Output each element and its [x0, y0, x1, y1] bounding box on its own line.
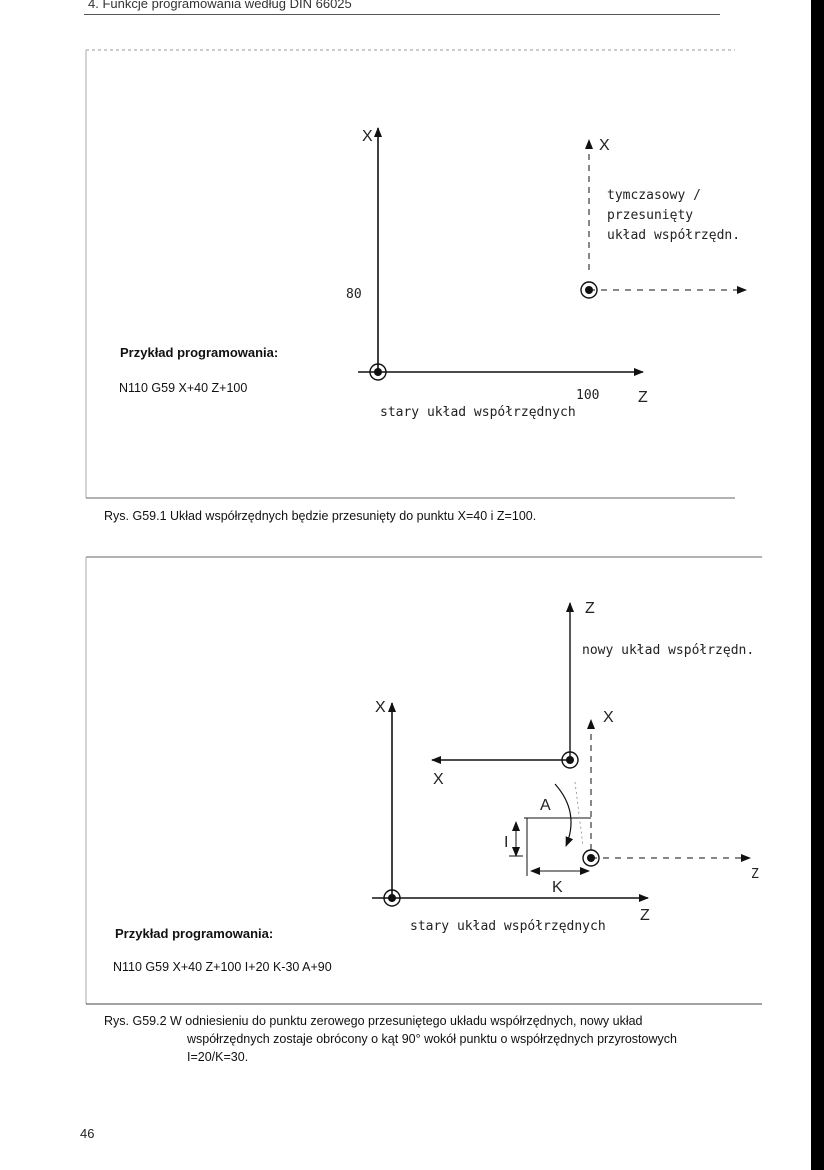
figure2-incremental-axes [583, 720, 750, 866]
fig1-temp-line3: układ współrzędn. [607, 228, 741, 243]
page-number: 46 [80, 1126, 95, 1141]
figure1-old-axes [358, 128, 643, 380]
fig1-caption: Rys. G59.1 Układ współrzędnych będzie przesunięty do punktu X=40 i Z=100. [104, 509, 537, 523]
fig2-inc-k-label: K [552, 879, 563, 896]
fig1-old-system-label: stary układ współrzędnych [380, 405, 576, 420]
fig1-temp-line1: tymczasowy / [607, 188, 701, 203]
fig2-new-system-label: nowy układ współrzędn. [582, 643, 755, 658]
figure2-old-axes [372, 703, 648, 906]
fig2-z-top-label: Z [585, 600, 595, 617]
fig1-x-old-label: X [362, 128, 373, 145]
fig2-x-inc-label: X [603, 709, 614, 726]
fig2-angle-a-label: A [540, 797, 551, 814]
fig2-example-code: N110 G59 X+40 Z+100 I+20 K-30 A+90 [113, 960, 332, 974]
fig1-value-100: 100 [576, 388, 600, 403]
fig1-example-code: N110 G59 X+40 Z+100 [119, 381, 248, 395]
fig2-caption-line2: współrzędnych zostaje obrócony o kąt 90° wokół punktu o współrzędnych przyrostowych [187, 1032, 677, 1046]
fig2-caption-line3: I=20/K=30. [187, 1050, 249, 1064]
fig2-x-rot-label: X [433, 771, 444, 788]
fig2-caption-line1: Rys. G59.2 W odniesieniu do punktu zerowego przesuniętego układu współrzędnych, nowy układ [104, 1014, 643, 1028]
fig1-value-80: 80 [346, 287, 362, 302]
fig1-example-title: Przykład programowania: [120, 345, 279, 360]
fig1-x-new-label: X [599, 137, 610, 154]
fig2-z-old-label: Z [640, 907, 650, 924]
scan-edge-bar [811, 0, 824, 1170]
fig2-example-title: Przykład programowania: [115, 926, 274, 941]
fig2-inc-i-label: I [504, 834, 509, 851]
fig2-old-system-label: stary układ współrzędnych [410, 919, 606, 934]
figure2-new-axes [432, 603, 578, 768]
figure1-frame [86, 50, 735, 498]
running-header: 4. Funkcje programowania według DIN 66025 [88, 0, 352, 11]
fig2-z-inc-label: Z [751, 867, 759, 882]
fig1-temp-line2: przesunięty [607, 208, 694, 223]
fig1-z-old-label: Z [638, 389, 648, 406]
fig2-x-old-label: X [375, 699, 386, 716]
